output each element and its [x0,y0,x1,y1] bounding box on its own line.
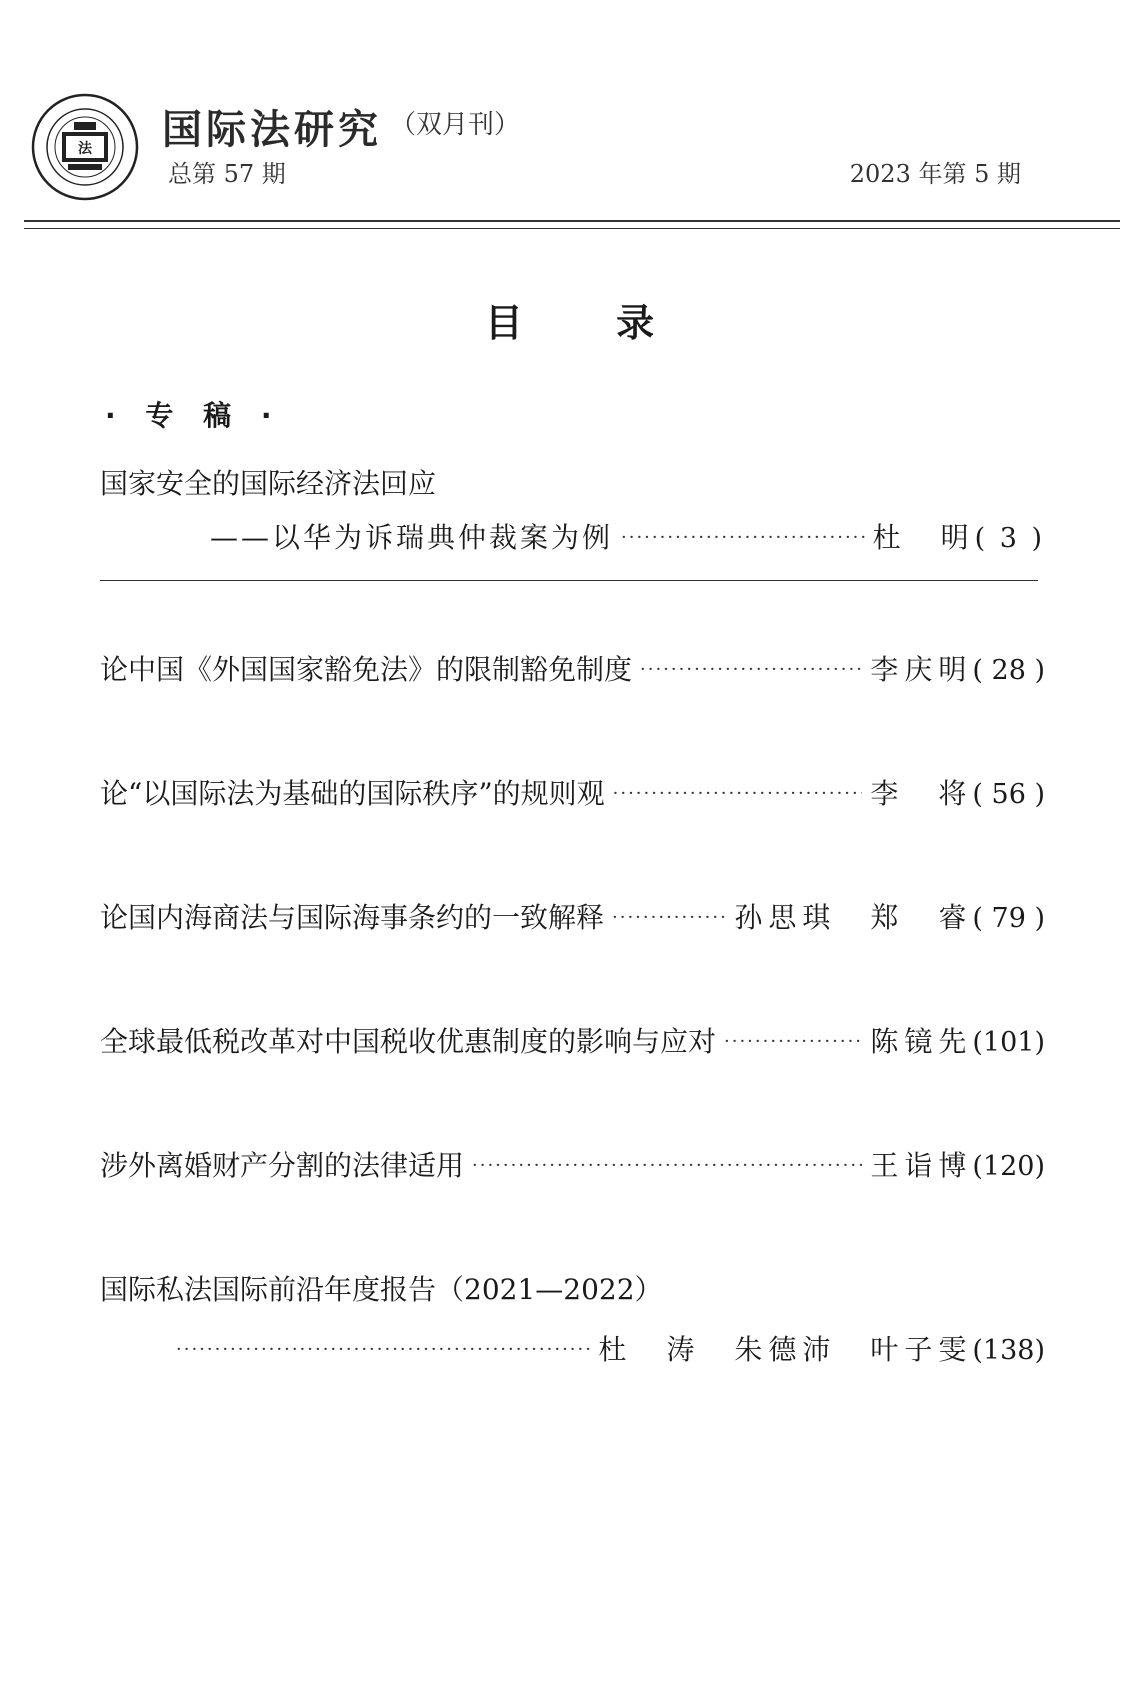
leader-dots [612,907,726,928]
entry-title[interactable]: 全球最低税改革对中国税收优惠制度的影响与应对 [100,1025,717,1058]
entry-title[interactable]: 涉外离婚财产分割的法律适用 [100,1149,465,1182]
entry-page[interactable]: ( 56 ) [972,779,1045,810]
entry-page[interactable]: ( 28 ) [972,655,1045,686]
entry-title[interactable]: 论中国《外国国家豁免法》的限制豁免制度 [100,653,633,686]
leader-dots [613,783,863,804]
leader-dots [640,659,862,680]
entry-title[interactable]: 国家安全的国际经济法回应 [100,467,437,500]
entry-page[interactable]: ( 3 ) [974,523,1045,554]
leader-dots [621,527,865,548]
toc-title: 目 录 [484,301,695,345]
entry-page[interactable]: (101) [972,1027,1045,1058]
journal-seal-logo [30,92,140,202]
total-issue-number: 总第 57 期 [168,160,286,188]
section-label: · 专 稿 · [105,399,282,432]
entry-page[interactable]: (120) [972,1151,1045,1182]
entry-author: 李庆明 [870,653,973,686]
section-divider [100,580,1038,581]
entry-author: 陈镜先 [870,1025,973,1058]
entry-subtitle[interactable]: ——以华为诉瑞典仲裁案为例 [210,521,614,554]
toc-entry[interactable] [100,1020,1045,1060]
toc-entry[interactable] [100,896,1045,936]
toc-entry[interactable] [100,462,1045,556]
issue-date: 2023 年第 5 期 [849,160,1021,188]
entry-author: 孙思琪 郑 睿 [734,901,973,934]
entry-author: 李 将 [870,777,973,810]
entry-page[interactable]: (138) [972,1335,1045,1366]
entry-author: 杜 涛 朱德沛 叶子雯 [598,1333,973,1366]
toc-entry[interactable] [100,772,1045,812]
svg-text:法: 法 [78,141,92,157]
page-header [0,0,1139,230]
leader-dots [724,1031,862,1052]
entry-author: 杜 明 [872,521,975,554]
toc-entry[interactable] [100,648,1045,688]
toc-entry[interactable] [100,1268,1045,1368]
leader-dots [176,1339,590,1360]
entry-title[interactable]: 国际私法国际前沿年度报告（2021—2022） [100,1273,663,1306]
leader-dots [472,1155,862,1176]
entry-title[interactable]: 论“以国际法为基础的国际秩序”的规则观 [100,777,605,810]
journal-title: 国际法研究 [162,106,382,153]
entry-page[interactable]: ( 79 ) [972,903,1045,934]
entry-title[interactable]: 论国内海商法与国际海事条约的一致解释 [100,901,605,934]
entry-author: 王诣博 [870,1149,973,1182]
journal-frequency: （双月刊） [390,110,521,140]
toc-entry[interactable] [100,1144,1045,1184]
header-double-rule [24,220,1120,229]
